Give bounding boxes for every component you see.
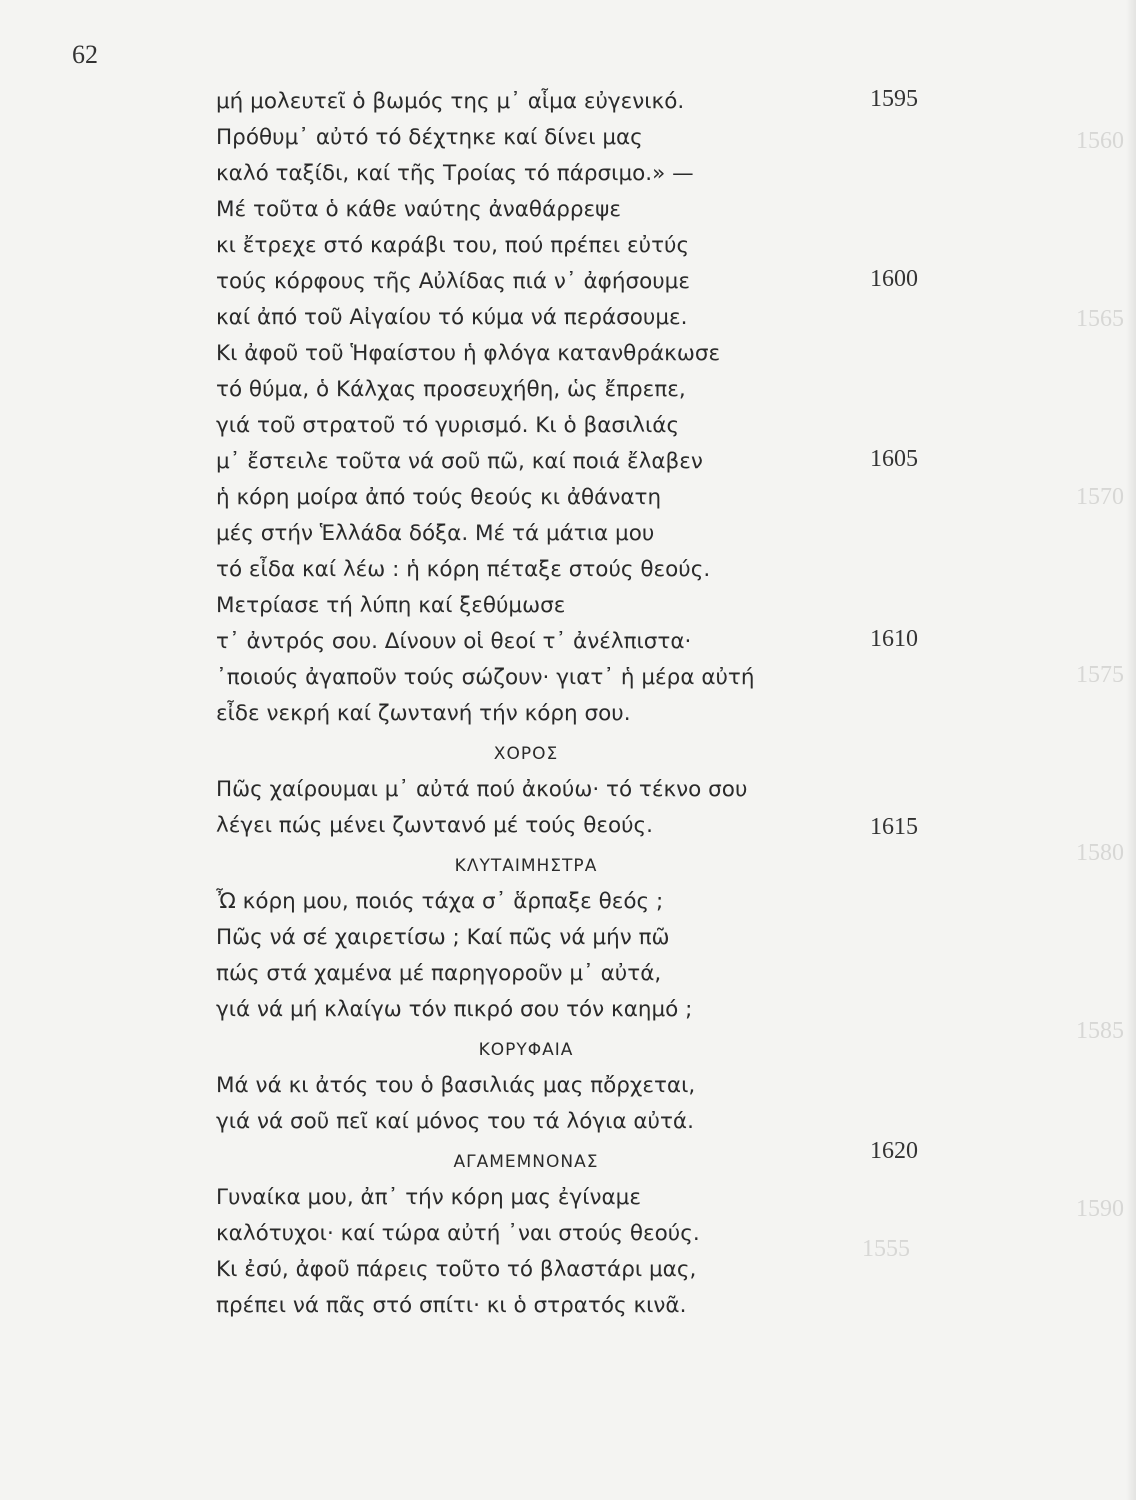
verse-line: ἡ κόρη μοίρα ἀπό τούς θεούς κι ἀθάνατη	[216, 485, 662, 510]
verse-line: τό θύμα, ὁ Κάλχας προσευχήθη, ὡς ἔπρεπε,	[216, 377, 686, 402]
line-number: 1605	[870, 446, 918, 472]
verse-line: λέγει πώς μένει ζωντανό μέ τούς θεούς.	[216, 813, 654, 838]
verse-line: ᾽ποιούς ἀγαποῦν τούς σώζουν· γιατ᾽ ἡ μέρα αὐτή	[216, 665, 755, 690]
verse-line: μές στήν Ἑλλάδα δόξα. Μέ τά μάτια μου	[216, 521, 655, 546]
verse-line: μή μολευτεῖ ὁ βωμός της μ᾽ αἷμα εὐγενικό.	[216, 89, 685, 114]
line-number: 1595	[870, 86, 918, 112]
verse-line: Κι ἀφοῦ τοῦ Ἡφαίστου ἡ φλόγα κατανθράκωσε	[216, 341, 721, 366]
verse-line: τό εἶδα καί λέω : ἡ κόρη πέταξε στούς θεούς.	[216, 557, 711, 582]
verse-line: πώς στά χαμένα μέ παρηγοροῦν μ᾽ αὐτά,	[216, 961, 662, 986]
page-number: 62	[72, 40, 98, 69]
verse-line: Μέ τοῦτα ὁ κάθε ναύτης ἀναθάρρεψε	[216, 197, 621, 222]
show-through-number: 1555	[862, 1236, 910, 1262]
show-through-number: 1565	[1076, 306, 1124, 332]
speaker-heading: ΚΟΡΥΦΑΙΑ	[478, 1040, 574, 1060]
line-number: 1620	[870, 1138, 918, 1164]
verse-line: τ᾽ ἀντρός σου. Δίνουν οἱ θεοί τ᾽ ἀνέλπιστα·	[216, 629, 692, 654]
verse-line: Γυναίκα μου, ἀπ᾽ τήν κόρη μας ἐγίναμε	[216, 1185, 641, 1210]
verse-line: μ᾽ ἔστειλε τοῦτα νά σοῦ πῶ, καί ποιά ἔλαβεν	[216, 449, 703, 474]
line-number: 1610	[870, 626, 918, 652]
verse-line: πρέπει νά πᾶς στό σπίτι· κι ὁ στρατός κινᾶ.	[216, 1293, 687, 1318]
verse-line: καλότυχοι· καί τώρα αὐτή ᾽ναι στούς θεούς.	[216, 1221, 700, 1246]
verse-line: Μά νά κι ἀτός του ὁ βασιλιάς μας πὄρχεται,	[216, 1073, 696, 1098]
verse-line: Ὦ κόρη μου, ποιός τάχα σ᾽ ἅρπαξε θεός ;	[216, 889, 664, 914]
verse-line: Κι ἐσύ, ἀφοῦ πάρεις τοῦτο τό βλαστάρι μας,	[216, 1257, 697, 1282]
speaker-heading: ΧΟΡΟΣ	[493, 744, 559, 764]
line-number: 1600	[870, 266, 918, 292]
verse-line: Πῶς χαίρουμαι μ᾽ αὐτά πού ἀκούω· τό τέκνο σου	[216, 777, 748, 802]
show-through-number: 1580	[1076, 840, 1124, 866]
speaker-heading: ΑΓΑΜΕΜΝΟΝΑΣ	[453, 1152, 599, 1172]
speaker-heading: ΚΛΥΤΑΙΜΗΣΤΡΑ	[454, 856, 598, 876]
show-through-number: 1570	[1076, 484, 1124, 510]
verse-line: γιά νά μή κλαίγω τόν πικρό σου τόν καημό ;	[216, 997, 693, 1022]
verse-line: καλό ταξίδι, καί τῆς Τροίας τό πάρσιμο.» —	[216, 161, 694, 186]
show-through-number: 1575	[1076, 662, 1124, 688]
verse-line: Μετρίασε τή λύπη καί ξεθύμωσε	[216, 593, 566, 618]
verse-text-block	[216, 84, 836, 1324]
verse-line: Πῶς νά σέ χαιρετίσω ; Καί πῶς νά μήν πῶ	[216, 925, 670, 950]
verse-line: κι ἔτρεχε στό καράβι του, πού πρέπει εὐτύς	[216, 233, 690, 258]
verse-line: τούς κόρφους τῆς Αὐλίδας πιά ν᾽ ἀφήσουμε	[216, 269, 690, 294]
show-through-number: 1585	[1076, 1018, 1124, 1044]
show-through-number: 1590	[1076, 1196, 1124, 1222]
page-edge-shadow	[1126, 0, 1136, 1500]
verse-line: εἶδε νεκρή καί ζωντανή τήν κόρη σου.	[216, 701, 631, 726]
verse-line: γιά νά σοῦ πεῖ καί μόνος του τά λόγια αὐτά.	[216, 1109, 694, 1134]
verse-line: Πρόθυμ᾽ αὐτό τό δέχτηκε καί δίνει μας	[216, 125, 643, 150]
line-number: 1615	[870, 814, 918, 840]
verse-line: γιά τοῦ στρατοῦ τό γυρισμό. Κι ὁ βασιλιάς	[216, 413, 680, 438]
show-through-number: 1560	[1076, 128, 1124, 154]
verse-line: καί ἀπό τοῦ Αἰγαίου τό κύμα νά περάσουμε.	[216, 305, 688, 330]
